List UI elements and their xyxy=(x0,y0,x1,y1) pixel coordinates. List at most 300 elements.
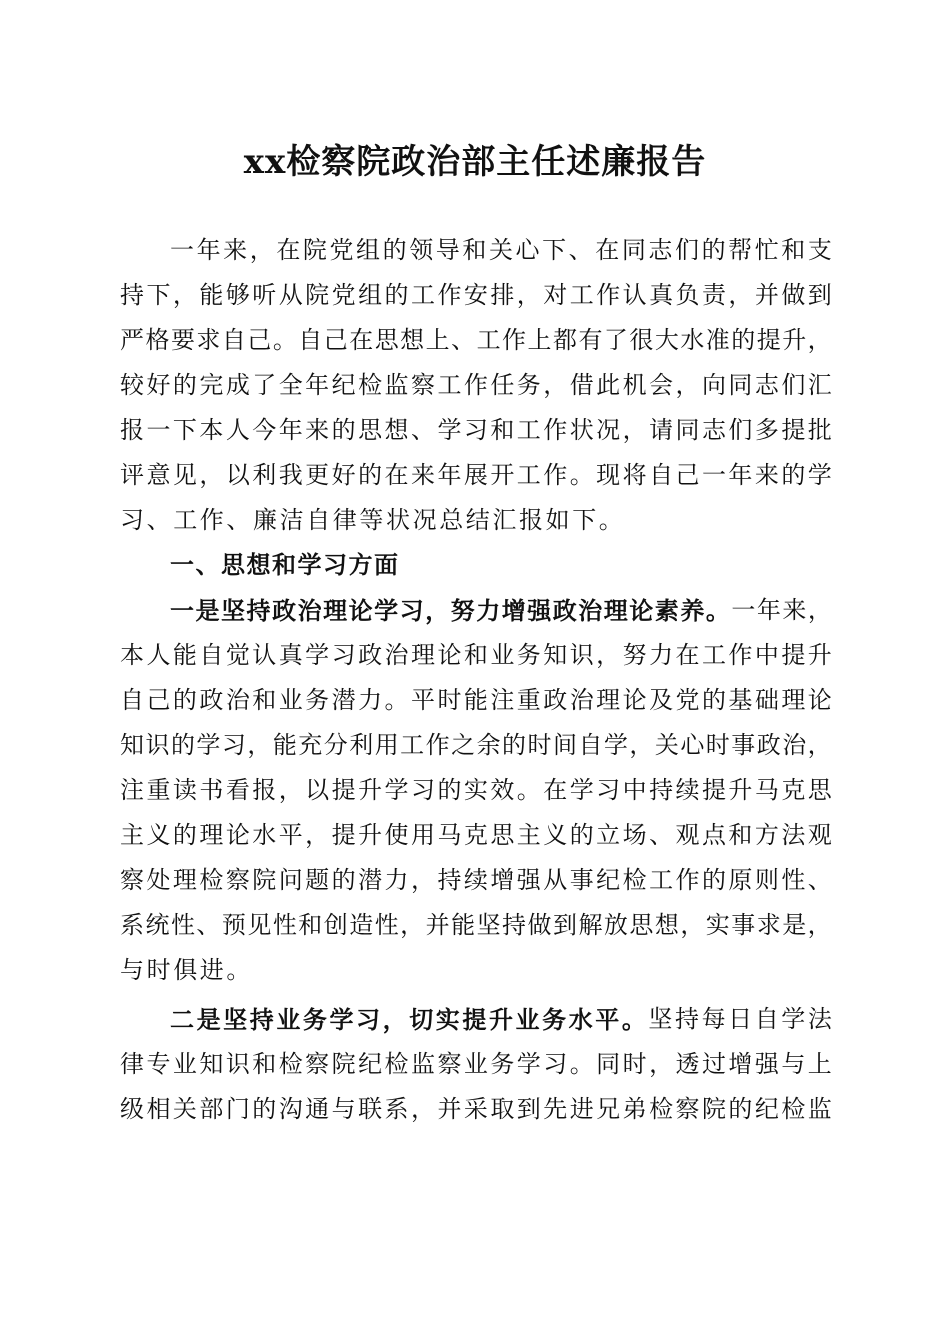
glyph: 本 xyxy=(199,416,224,444)
glyph: 政 xyxy=(358,641,383,669)
paragraph-line xyxy=(120,318,832,363)
glyph: 作 xyxy=(543,461,568,489)
glyph: 采 xyxy=(463,1095,488,1123)
glyph: 与 xyxy=(331,1095,356,1123)
glyph: 养 xyxy=(680,596,705,625)
glyph: 在 xyxy=(276,236,301,264)
glyph: 察 xyxy=(410,371,435,399)
glyph: 论 xyxy=(807,686,832,714)
glyph: 用 xyxy=(374,731,399,759)
glyph: 务 xyxy=(516,641,541,669)
glyph: 点 xyxy=(701,821,726,849)
glyph: 来 xyxy=(305,416,330,444)
glyph: 的 xyxy=(382,236,407,264)
glyph: 的 xyxy=(331,416,356,444)
glyph: 时 xyxy=(437,686,462,714)
glyph: 监 xyxy=(807,1095,832,1123)
glyph: 学 xyxy=(374,596,399,625)
glyph: 以 xyxy=(225,461,250,489)
glyph: 力 xyxy=(649,641,674,669)
glyph: 认 xyxy=(252,641,277,669)
glyph: 持 xyxy=(437,866,462,894)
glyph: 提 xyxy=(331,776,356,804)
glyph: 门 xyxy=(225,1095,250,1123)
glyph: 自 xyxy=(754,1005,779,1033)
glyph: 纪 xyxy=(754,1095,779,1123)
glyph: ， xyxy=(172,281,197,309)
glyph: 相 xyxy=(146,1095,171,1123)
glyph: 现 xyxy=(596,461,621,489)
paragraph-line xyxy=(120,723,832,768)
glyph: 在 xyxy=(675,641,700,669)
glyph: 升 xyxy=(807,641,832,669)
glyph: 来 xyxy=(782,596,807,624)
paragraph-line xyxy=(120,408,832,453)
paragraph-line xyxy=(120,903,832,948)
glyph: 自 xyxy=(199,641,224,669)
glyph: 努 xyxy=(622,641,647,669)
glyph: 书 xyxy=(199,776,224,804)
glyph: 系 xyxy=(120,911,144,939)
glyph: 过 xyxy=(701,1050,726,1078)
glyph: ， xyxy=(400,911,425,939)
glyph: 切 xyxy=(409,1005,434,1034)
glyph: 余 xyxy=(476,731,501,759)
glyph: 、 xyxy=(568,236,593,264)
paragraph-line xyxy=(120,228,832,273)
glyph: 持 xyxy=(502,911,527,939)
glyph: 力 xyxy=(358,686,383,714)
glyph: 要 xyxy=(170,326,195,354)
glyph: 强 xyxy=(527,596,552,625)
glyph: 党 xyxy=(331,281,356,309)
glyph: 论 xyxy=(225,821,250,849)
glyph: 作 xyxy=(543,416,568,444)
glyph: ， xyxy=(807,326,832,354)
glyph: 习 xyxy=(410,776,435,804)
glyph: 志 xyxy=(648,236,673,264)
glyph: 思 xyxy=(358,416,383,444)
glyph: 到 xyxy=(516,1095,541,1123)
glyph: 关 xyxy=(488,236,513,264)
glyph: 导 xyxy=(435,236,460,264)
glyph: 自 xyxy=(578,731,603,759)
glyph: 问 xyxy=(278,866,303,894)
glyph: 克 xyxy=(781,776,806,804)
glyph: 习 xyxy=(463,416,488,444)
glyph: 支 xyxy=(807,236,832,264)
glyph: 业 xyxy=(490,641,515,669)
glyph: 工 xyxy=(437,371,462,399)
glyph: 、 xyxy=(410,416,435,444)
glyph: 的 xyxy=(781,461,806,489)
glyph: 到 xyxy=(807,281,832,309)
glyph: 院 xyxy=(701,1095,726,1123)
glyph: 性 xyxy=(374,911,399,939)
glyph: 的 xyxy=(437,776,462,804)
glyph: 求 xyxy=(756,911,781,939)
glyph: 、 xyxy=(807,866,832,894)
glyph: 很 xyxy=(629,326,654,354)
glyph: 系 xyxy=(384,1095,409,1123)
glyph: 利 xyxy=(252,461,277,489)
paragraph-line xyxy=(120,768,832,813)
glyph: 认 xyxy=(622,281,647,309)
glyph: 思 xyxy=(374,326,399,354)
glyph: 工 xyxy=(410,281,435,309)
section-heading: 一、思想和学习方面 xyxy=(170,551,400,579)
glyph: 想 xyxy=(384,416,409,444)
glyph: 造 xyxy=(349,911,374,939)
glyph: 责 xyxy=(701,281,726,309)
glyph: 。 xyxy=(516,776,541,804)
glyph: 治 xyxy=(569,686,594,714)
glyph: 通 xyxy=(305,1095,330,1123)
glyph: 的 xyxy=(701,686,726,714)
glyph: 识 xyxy=(569,641,594,669)
glyph: 义 xyxy=(146,821,171,849)
glyph: 和 xyxy=(490,416,515,444)
glyph: 部 xyxy=(199,1095,224,1123)
glyph: 利 xyxy=(349,731,374,759)
glyph: 一 xyxy=(701,461,726,489)
glyph: 力 xyxy=(384,866,409,894)
glyph: 工 xyxy=(649,866,674,894)
glyph: 工 xyxy=(701,641,726,669)
glyph: 能 xyxy=(272,731,297,759)
paragraph-line: 习、工作、廉洁自律等状况总结汇报如下。 xyxy=(120,506,626,534)
glyph: 联 xyxy=(358,1095,383,1123)
glyph: 心 xyxy=(515,236,540,264)
glyph: 党 xyxy=(675,686,700,714)
glyph: 检 xyxy=(649,1095,674,1123)
glyph: 作 xyxy=(463,371,488,399)
glyph: 来 xyxy=(410,461,435,489)
glyph: 机 xyxy=(622,371,647,399)
glyph: ， xyxy=(382,1005,407,1034)
glyph: 做 xyxy=(527,911,552,939)
glyph: 察 xyxy=(305,1050,330,1078)
glyph: 论 xyxy=(348,596,373,625)
glyph: 力 xyxy=(476,596,501,625)
glyph: 强 xyxy=(516,866,541,894)
glyph: ， xyxy=(807,596,832,624)
paragraph-line xyxy=(120,1087,832,1132)
glyph: 政 xyxy=(543,686,568,714)
glyph: 们 xyxy=(674,236,699,264)
glyph: 真 xyxy=(278,641,303,669)
glyph: 升 xyxy=(488,1005,513,1034)
glyph: 和 xyxy=(252,1050,277,1078)
glyph: 业 xyxy=(463,1050,488,1078)
glyph: 的 xyxy=(731,326,756,354)
glyph: 纪 xyxy=(358,1050,383,1078)
glyph: 和 xyxy=(781,236,806,264)
glyph: 论 xyxy=(437,641,462,669)
glyph: 学 xyxy=(384,776,409,804)
glyph: 安 xyxy=(463,281,488,309)
glyph: 。 xyxy=(384,686,409,714)
glyph: 想 xyxy=(654,911,679,939)
glyph: 在 xyxy=(349,326,374,354)
glyph: 本 xyxy=(120,641,144,669)
glyph: 成 xyxy=(225,371,250,399)
glyph: 的 xyxy=(728,1095,753,1123)
glyph: 并 xyxy=(754,281,779,309)
glyph: 能 xyxy=(172,641,197,669)
glyph: 效 xyxy=(490,776,515,804)
glyph: 是 xyxy=(196,1005,221,1034)
glyph: 先 xyxy=(543,1095,568,1123)
glyph: 观 xyxy=(807,821,832,849)
glyph: 习 xyxy=(331,641,356,669)
paragraph-line xyxy=(120,633,832,678)
glyph: 提 xyxy=(331,821,356,849)
glyph: 格 xyxy=(145,326,170,354)
glyph: 人 xyxy=(146,641,171,669)
glyph: 。 xyxy=(272,326,297,354)
glyph: 平 xyxy=(278,821,303,849)
glyph: 的 xyxy=(358,461,383,489)
glyph: 日 xyxy=(728,1005,753,1033)
glyph: 的 xyxy=(384,281,409,309)
glyph: 充 xyxy=(298,731,323,759)
glyph: 业 xyxy=(172,1050,197,1078)
glyph: 上 xyxy=(807,1050,832,1078)
glyph: 习 xyxy=(221,731,246,759)
glyph: 年 xyxy=(756,596,781,624)
glyph: 一 xyxy=(146,416,171,444)
glyph: 事 xyxy=(569,866,594,894)
glyph: 。 xyxy=(569,1050,594,1078)
glyph: 的 xyxy=(172,686,197,714)
glyph: 治 xyxy=(782,731,807,759)
glyph: 升 xyxy=(782,326,807,354)
glyph: 请 xyxy=(649,416,674,444)
glyph: 理 xyxy=(603,596,628,625)
glyph: 己 xyxy=(323,326,348,354)
glyph: 和 xyxy=(462,236,487,264)
glyph: 习 xyxy=(596,776,621,804)
glyph: 努 xyxy=(450,596,475,625)
glyph: 透 xyxy=(675,1050,700,1078)
paragraph-line: 与时俱进。 xyxy=(120,956,253,984)
glyph: 的 xyxy=(172,371,197,399)
glyph: 坚 xyxy=(648,1005,673,1033)
paragraph-line xyxy=(120,453,832,498)
glyph: 重 xyxy=(516,686,541,714)
glyph: 关 xyxy=(654,731,679,759)
glyph: 会 xyxy=(649,371,674,399)
glyph: 有 xyxy=(578,326,603,354)
glyph: 法 xyxy=(781,821,806,849)
glyph: 下 xyxy=(172,416,197,444)
glyph: 下 xyxy=(542,236,567,264)
glyph: 的 xyxy=(502,731,527,759)
glyph: 思 xyxy=(490,821,515,849)
glyph: 自 xyxy=(120,686,144,714)
glyph: 严 xyxy=(120,326,144,354)
glyph: 取 xyxy=(490,1095,515,1123)
glyph: 检 xyxy=(781,1095,806,1123)
glyph: ， xyxy=(199,461,224,489)
glyph: 使 xyxy=(384,821,409,849)
glyph: 弟 xyxy=(622,1095,647,1123)
glyph: 同 xyxy=(621,236,646,264)
glyph: 年 xyxy=(437,461,462,489)
glyph: 主 xyxy=(516,821,541,849)
glyph: 律 xyxy=(120,1050,144,1078)
glyph: 实 xyxy=(463,776,488,804)
paragraph-lead-line xyxy=(120,588,832,633)
glyph: 今 xyxy=(252,416,277,444)
glyph: 提 xyxy=(781,641,806,669)
glyph: 见 xyxy=(172,461,197,489)
glyph: 平 xyxy=(595,1005,620,1034)
glyph: 监 xyxy=(384,371,409,399)
glyph: 及 xyxy=(649,686,674,714)
glyph: 报 xyxy=(120,416,144,444)
glyph: 好 xyxy=(331,461,356,489)
glyph: 性 xyxy=(272,911,297,939)
glyph: 察 xyxy=(675,1095,700,1123)
glyph: 学 xyxy=(516,1050,541,1078)
glyph: 实 xyxy=(435,1005,460,1034)
glyph: 则 xyxy=(754,866,779,894)
glyph: 之 xyxy=(451,731,476,759)
glyph: 理 xyxy=(199,821,224,849)
glyph: 学 xyxy=(305,641,330,669)
glyph: 治 xyxy=(297,596,322,625)
glyph: 主 xyxy=(120,821,144,849)
glyph: 自 xyxy=(221,326,246,354)
glyph: 在 xyxy=(543,776,568,804)
glyph: 一 xyxy=(731,596,756,624)
glyph: 借 xyxy=(569,371,594,399)
glyph: ， xyxy=(675,371,700,399)
glyph: 续 xyxy=(675,776,700,804)
glyph: 同 xyxy=(675,416,700,444)
glyph: 展 xyxy=(463,461,488,489)
glyph: 大 xyxy=(654,326,679,354)
glyph: 治 xyxy=(578,596,603,625)
glyph: 上 xyxy=(425,326,450,354)
glyph: 注 xyxy=(490,686,515,714)
glyph: 院 xyxy=(305,281,330,309)
glyph: 自 xyxy=(298,326,323,354)
glyph: 持 xyxy=(120,281,144,309)
glyph: 都 xyxy=(552,326,577,354)
paragraph-line xyxy=(120,678,832,723)
glyph: 是 xyxy=(782,911,807,939)
glyph: 二 xyxy=(170,1005,194,1034)
glyph: 马 xyxy=(437,821,462,849)
glyph: ， xyxy=(278,776,303,804)
glyph: 强 xyxy=(754,1050,779,1078)
glyph: 准 xyxy=(705,326,730,354)
glyph: 沟 xyxy=(278,1095,303,1123)
glyph: 法 xyxy=(807,1005,832,1033)
glyph: 自 xyxy=(649,461,674,489)
glyph: 检 xyxy=(384,1050,409,1078)
glyph: 年 xyxy=(305,371,330,399)
glyph: 持 xyxy=(249,1005,274,1034)
glyph: ， xyxy=(247,731,272,759)
glyph: 务 xyxy=(490,1050,515,1078)
glyph: 在 xyxy=(384,461,409,489)
glyph: 务 xyxy=(542,1005,567,1034)
glyph: 开 xyxy=(490,461,515,489)
glyph: 学 xyxy=(781,1005,806,1033)
glyph: 和 xyxy=(298,911,323,939)
glyph: 学 xyxy=(329,1005,354,1034)
glyph: 实 xyxy=(705,911,730,939)
glyph: 级 xyxy=(120,1095,144,1123)
glyph: 觉 xyxy=(225,641,250,669)
glyph: 是 xyxy=(195,596,220,625)
glyph: 并 xyxy=(437,1095,462,1123)
glyph: 领 xyxy=(409,236,434,264)
glyph: 业 xyxy=(276,1005,301,1034)
glyph: 好 xyxy=(146,371,171,399)
glyph: 工 xyxy=(476,326,501,354)
paragraph-line xyxy=(120,363,832,408)
glyph: 事 xyxy=(731,911,756,939)
glyph: 务 xyxy=(305,686,330,714)
glyph: 的 xyxy=(569,821,594,849)
document-title: xx检察院政治部主任述廉报告 xyxy=(243,142,707,182)
glyph: 院 xyxy=(252,866,277,894)
glyph: 上 xyxy=(527,326,552,354)
glyph: 人 xyxy=(225,416,250,444)
glyph: 能 xyxy=(199,281,224,309)
document-body xyxy=(120,228,832,1132)
glyph: 理 xyxy=(596,686,621,714)
glyph: 持 xyxy=(674,1005,699,1033)
glyph: 原 xyxy=(728,866,753,894)
glyph: 一 xyxy=(170,596,194,625)
glyph: 中 xyxy=(754,641,779,669)
glyph: 政 xyxy=(199,686,224,714)
glyph: ， xyxy=(410,1095,435,1123)
glyph: 理 xyxy=(172,866,197,894)
glyph: 工 xyxy=(516,416,541,444)
glyph: 状 xyxy=(569,416,594,444)
glyph: 院 xyxy=(302,236,327,264)
glyph: 较 xyxy=(120,371,144,399)
glyph: 思 xyxy=(807,776,832,804)
glyph: 、 xyxy=(196,911,221,939)
glyph: 业 xyxy=(515,1005,540,1034)
glyph: 。 xyxy=(705,596,730,625)
glyph: 创 xyxy=(323,911,348,939)
glyph: ， xyxy=(516,281,541,309)
glyph: 负 xyxy=(675,281,700,309)
glyph: 克 xyxy=(463,821,488,849)
glyph: 我 xyxy=(278,461,303,489)
glyph: 坚 xyxy=(221,596,246,625)
glyph: 题 xyxy=(305,866,330,894)
glyph: 年 xyxy=(196,236,221,264)
glyph: 纪 xyxy=(331,371,356,399)
glyph: 思 xyxy=(629,911,654,939)
glyph: 的 xyxy=(331,866,356,894)
glyph: ， xyxy=(249,236,274,264)
glyph: 报 xyxy=(252,776,277,804)
glyph: 治 xyxy=(225,686,250,714)
glyph: 年 xyxy=(728,461,753,489)
glyph: 知 xyxy=(543,641,568,669)
